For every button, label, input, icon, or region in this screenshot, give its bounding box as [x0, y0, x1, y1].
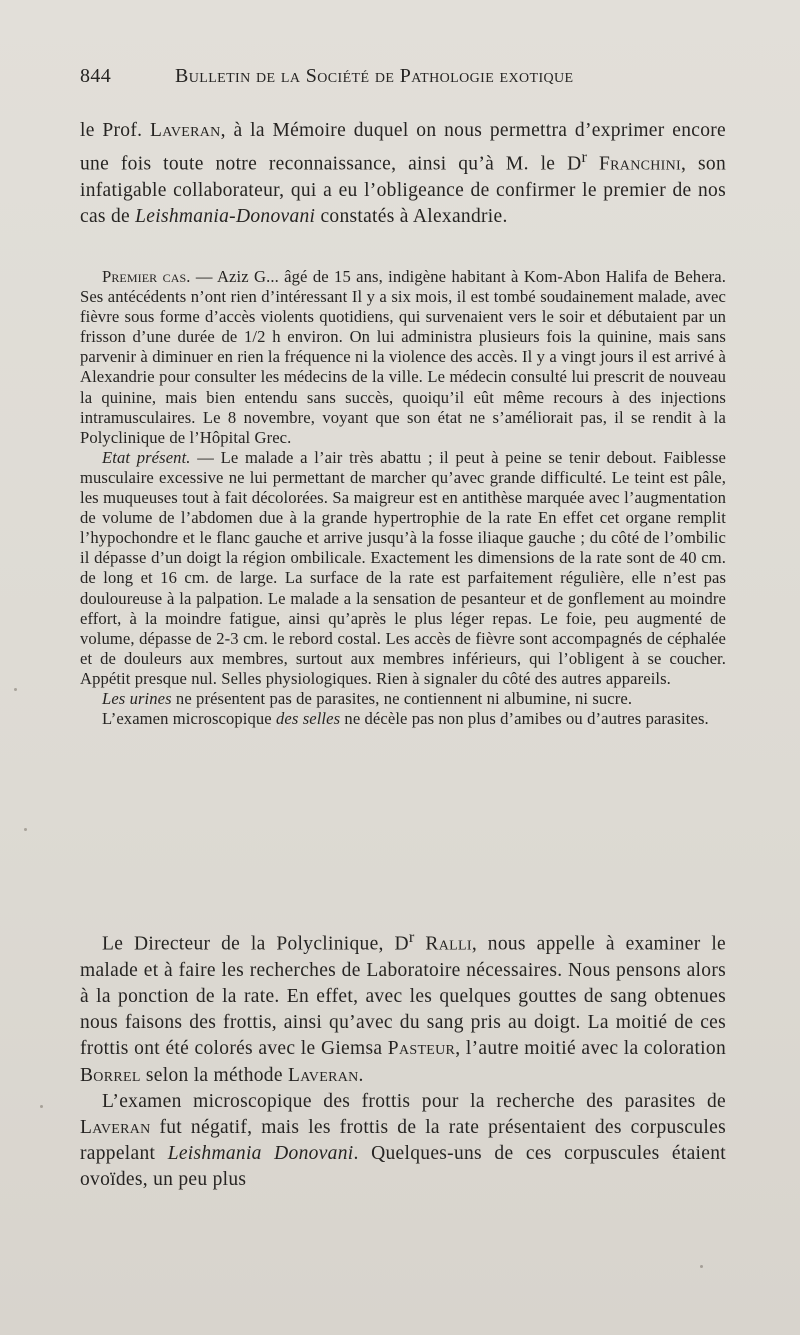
author-name-laveran: Laveran: [287, 1064, 359, 1086]
case-paragraph-history: [80, 267, 726, 448]
superscript: r: [408, 928, 415, 946]
intro-text: [80, 118, 726, 230]
case-heading: Premier cas.: [102, 267, 191, 286]
author-name-laveran: Laveran: [80, 1116, 151, 1138]
paper-speck: [40, 1105, 43, 1108]
text-run: . Quelques-uns de ces corpuscules étaient ovoïdes, un peu plus: [80, 1143, 726, 1191]
text-run: , l’autre moitié avec la coloration: [455, 1038, 726, 1060]
text-run: L’examen microscopique des frottis pour la recherche des parasites de: [102, 1090, 726, 1112]
species-name: Leishmania Donovani: [167, 1143, 354, 1165]
author-name-franchini: Franchini: [587, 153, 682, 175]
author-name-laveran: Laveran: [150, 120, 221, 141]
text-run: — Le malade a l’air très abattu ; il peut à peine se tenir debout. Faiblesse musculaire excessive ne lui permettant de marcher qu’avec grande difficulté. Le teint est pâle, les muqueuses tout à fait décolorées. Sa maigreur est en antithèse marquée avec l’augmentation de volume de l’abdomen due à la grande hypertrophie de la rate En effet cet organe remplit l’hypochondre et le flanc gauche et arrive jusqu’à la fosse iliaque gauche ; du côté de l’ombilic il dépasse d’un doigt la région ombilicale. Exactement les dimensions de la rate sont de 40 cm. de long et 16 cm. de large. La surface de la rate est parfaitement régulière, elle n’est pas douloureuse à la palpation. Le malade a la sensation de pesanteur et de gonflement au moindre effort, à la moindre fatigue, ainsi qu’après le plus léger repas. Le foie, peu augmenté de volume, dépasse de 2-3 cm. le rebord costal. Les accès de fièvre sont accompagnés de céphalée et de douleurs aux membres, surtout aux membres inférieurs, qui l’obligent à se coucher. Appétit presque nul. Selles physiologiques. Rien à signaler du côté des autres appareils.: [80, 447, 726, 688]
text-run: , à la Mémoire duquel on nous permettra d’exprimer encore une fois toute notre reconnaissance, ainsi qu’à M. le D: [80, 120, 727, 175]
text-run: Le Directeur de la Polyclinique, D: [102, 933, 409, 955]
director-section: [80, 924, 726, 1194]
text-run: selon la méthode: [140, 1064, 288, 1086]
text-run: L’examen microscopique: [102, 709, 277, 729]
stool-heading: des selles: [276, 709, 341, 729]
text-run: le Prof.: [80, 120, 151, 141]
author-name-ralli: Ralli: [414, 933, 472, 955]
paper-speck: [24, 828, 27, 831]
text-run: fut négatif, mais les frottis de la rate présentaient des corpuscules rappelant: [80, 1116, 726, 1165]
text-run: ne présentent pas de parasites, ne contiennent ni albumine, ni sucre.: [171, 688, 633, 708]
paper-speck: [700, 1265, 703, 1268]
state-heading: Etat présent.: [102, 447, 191, 467]
species-name: Leishmania-Donovani: [135, 206, 316, 228]
case-report: [80, 267, 726, 729]
director-paragraph: [80, 924, 726, 1089]
text-run: constatés à Alexandrie.: [315, 206, 508, 228]
case-paragraph-urine: [80, 689, 726, 709]
urine-heading: Les urines: [102, 688, 172, 708]
text-run: , son infatigable collaborateur, qui a eu l’obligeance de confirmer le premier de nos cas de: [80, 153, 727, 228]
author-name-pasteur: Pasteur: [387, 1038, 456, 1060]
case-paragraph-state: [80, 448, 726, 689]
text-run: ne décèle pas non plus d’amibes ou d’autres parasites.: [340, 709, 709, 729]
text-run: — Aziz G... âgé de 15 ans, indigène habitant à Kom-Abon Halifa de Behera. Ses antécédents n’ont rien d’intéressant Il y a six mois, il est tombé soudainement malade, avec fièvre sous forme d’accès violents quotidiens, qui survenaient vers le soir et débutaient par un frisson d’une durée de 1/2 h environ. On lui administra plusieurs fois la quinine, mais sans parvenir à diminuer en rien la fréquence ni la violence des accès. Il y a vingt jours il est arrivé à Alexandrie pour consulter les médecins de la ville. Le médecin consulté lui prescrit de nouveau la quinine, mais bien entendu sans succès, quoiqu’il eût même recours à des injections intramusculaires. Le 8 novembre, voyant que son état ne s’améliorait pas, il se rendit à la Polyclinique de l’Hôpital Grec.: [80, 267, 726, 447]
superscript: r: [581, 148, 588, 167]
case-paragraph-stool: [80, 709, 726, 729]
author-name-borrel: Borrel: [80, 1064, 141, 1086]
page-number: 844: [80, 65, 112, 87]
text-run: , nous appelle à examiner le malade et à faire les recherches de Laboratoire nécessaires. Nous pensons alors à la ponction de la rate. En effet, avec les quelques gouttes de sang obtenues nous faisons des frottis, ainsi qu’avec du sang pris au doigt. La moitié de ces frottis ont été colorés avec le Giemsa: [80, 933, 726, 1060]
journal-title: Bulletin de la Société de Pathologie exotique: [175, 65, 574, 87]
intro-paragraph: [80, 118, 726, 230]
text-run: .: [358, 1064, 364, 1086]
exam-paragraph: [80, 1089, 726, 1194]
paper-speck: [14, 688, 17, 691]
